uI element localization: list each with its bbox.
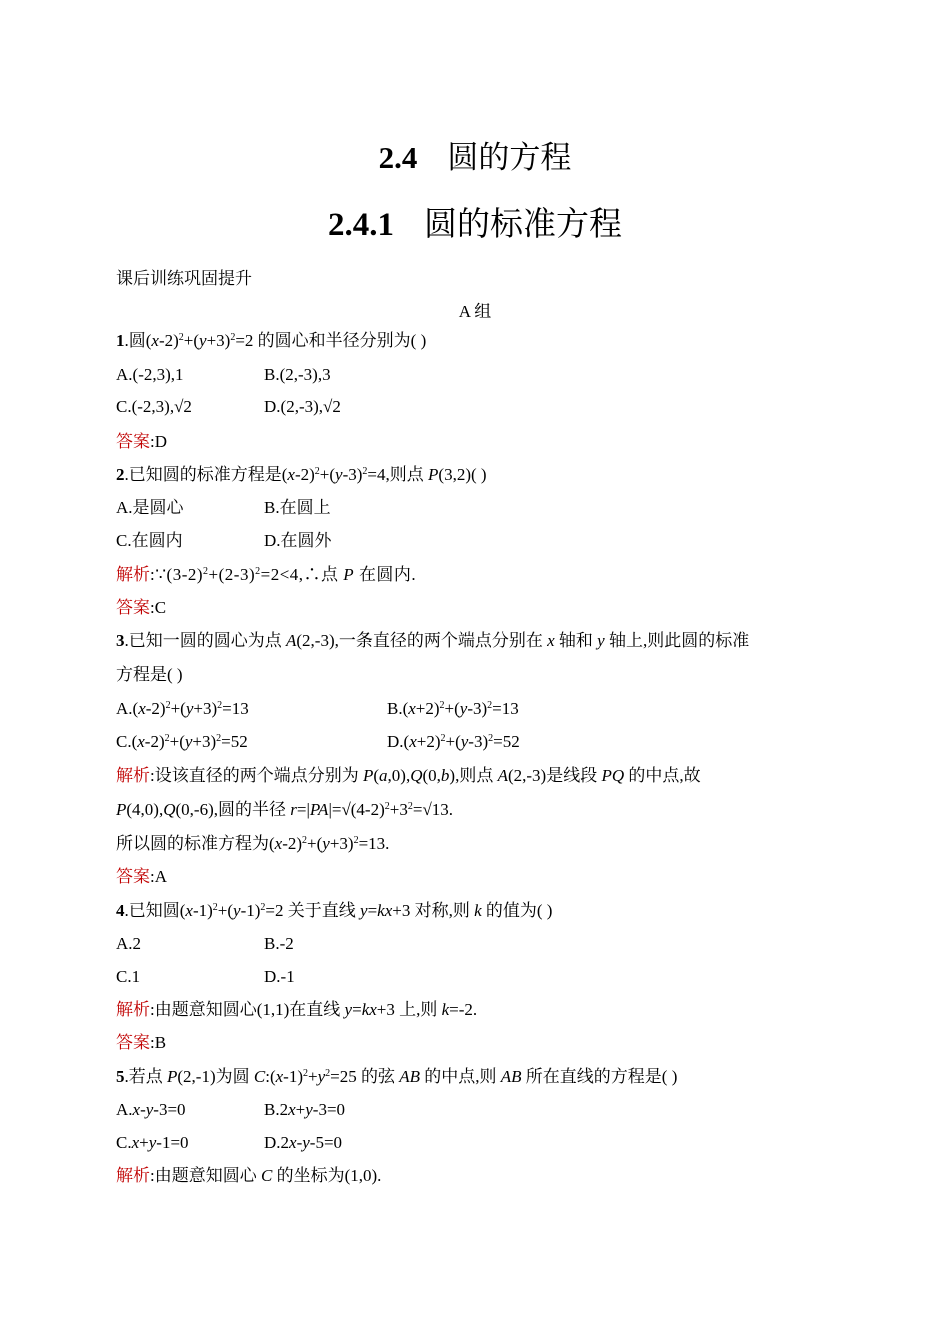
question-4-answer: 答案:B xyxy=(116,1033,167,1052)
q1-option-c: C.(-2,3),√2 xyxy=(116,397,192,416)
question-3-answer: 答案:A xyxy=(116,867,167,886)
question-1-stem: 1.圆$(x-2)^2+(y+3)^2=2$ 的圆心和半径分别为( ) xyxy=(116,331,427,350)
question-2-answer: 答案:C xyxy=(116,598,167,617)
chapter-title: 2.4 圆的方程 xyxy=(378,140,572,176)
question-5-options-cd: C.x+y-1=0 D.2x-y-5=0 xyxy=(116,1133,343,1152)
question-4-stem: 4.已知圆$(x-1)^2+(y-1)^2=2$ 关于直线 y=kx+3 对称,则 k 的值为( ) xyxy=(116,901,553,920)
question-2-options-ab: A.是圆心 B.在圆上 xyxy=(116,498,331,517)
q1-option-a: A.(-2,3),1 xyxy=(116,365,184,384)
question-3-options-ab: $A.(x-2)^2+(y+3)^2=13$ $B.(x+2)^2+(y-3)^2=13$ xyxy=(116,699,519,718)
question-3-stem-cont: 方程是( ) xyxy=(116,665,183,684)
question-5-stem: 5.若点 P(2,-1)为圆 $C:(x-1)^2+y^2=25$ 的弦 AB 的中点,则 AB 所在直线的方程是( ) xyxy=(116,1067,678,1086)
exercise-heading: 课后训练巩固提升 xyxy=(116,269,252,289)
question-2-stem: 2.已知圆的标准方程是$(x-2)^2+(y-3)^2=4$,则点 P(3,2)( ) xyxy=(116,465,487,484)
question-4-analysis: 解析:由题意知圆心(1,1)在直线 y=kx+3 上,则 k=-2. xyxy=(116,1000,478,1019)
question-3-stem: 3.已知一圆的圆心为点 A(2,-3),一条直径的两个端点分别在 x 轴和 y 轴上,则此圆的标准 xyxy=(116,631,750,650)
question-5-options-ab: A.x-y-3=0 B.2x+y-3=0 xyxy=(116,1100,346,1119)
question-2-options-cd: C.在圆内 D.在圆外 xyxy=(116,531,332,550)
question-1-options-cd xyxy=(116,396,341,418)
q1-option-b: B.(2,-3),3 xyxy=(264,365,331,384)
chapter-title-text: 圆的方程 xyxy=(447,140,572,176)
question-4-options-ab: A.2 B.-2 xyxy=(116,934,294,953)
question-3-analysis-3: 所以圆的标准方程为$(x-2)^2+(y+3)^2=13$. xyxy=(116,834,390,853)
q1-option-d: D.(2,-3),√2 xyxy=(264,397,341,416)
question-1-answer: 答案:D xyxy=(116,432,167,451)
question-2-analysis: 解析$:\because(3-2)^2+(2-3)^2=2<4,\therefore$点 P 在圆内. xyxy=(116,565,417,584)
section-title-text: 圆的标准方程 xyxy=(424,204,622,243)
question-1-options-ab xyxy=(116,364,331,386)
question-3-analysis-1: 解析:设该直径的两个端点分别为 P(a,0),Q(0,b),则点 A(2,-3)是线段 PQ 的中点,故 xyxy=(116,766,701,785)
question-5-analysis: 解析:由题意知圆心 C 的坐标为(1,0). xyxy=(116,1166,382,1185)
question-3-options-cd: $C.(x-2)^2+(y+3)^2=52$ $D.(x+2)^2+(y-3)^2=52$ xyxy=(116,732,520,751)
group-heading: A 组 xyxy=(458,302,492,321)
question-4-options-cd: C.1 D.-1 xyxy=(116,967,295,986)
question-3-analysis-2: P(4,0),Q(0,-6),圆的半径 $r=|PA|=√(4-2)^2+3^2=√13$. xyxy=(116,800,454,819)
section-title: 2.4.1 圆的标准方程 xyxy=(328,204,622,243)
